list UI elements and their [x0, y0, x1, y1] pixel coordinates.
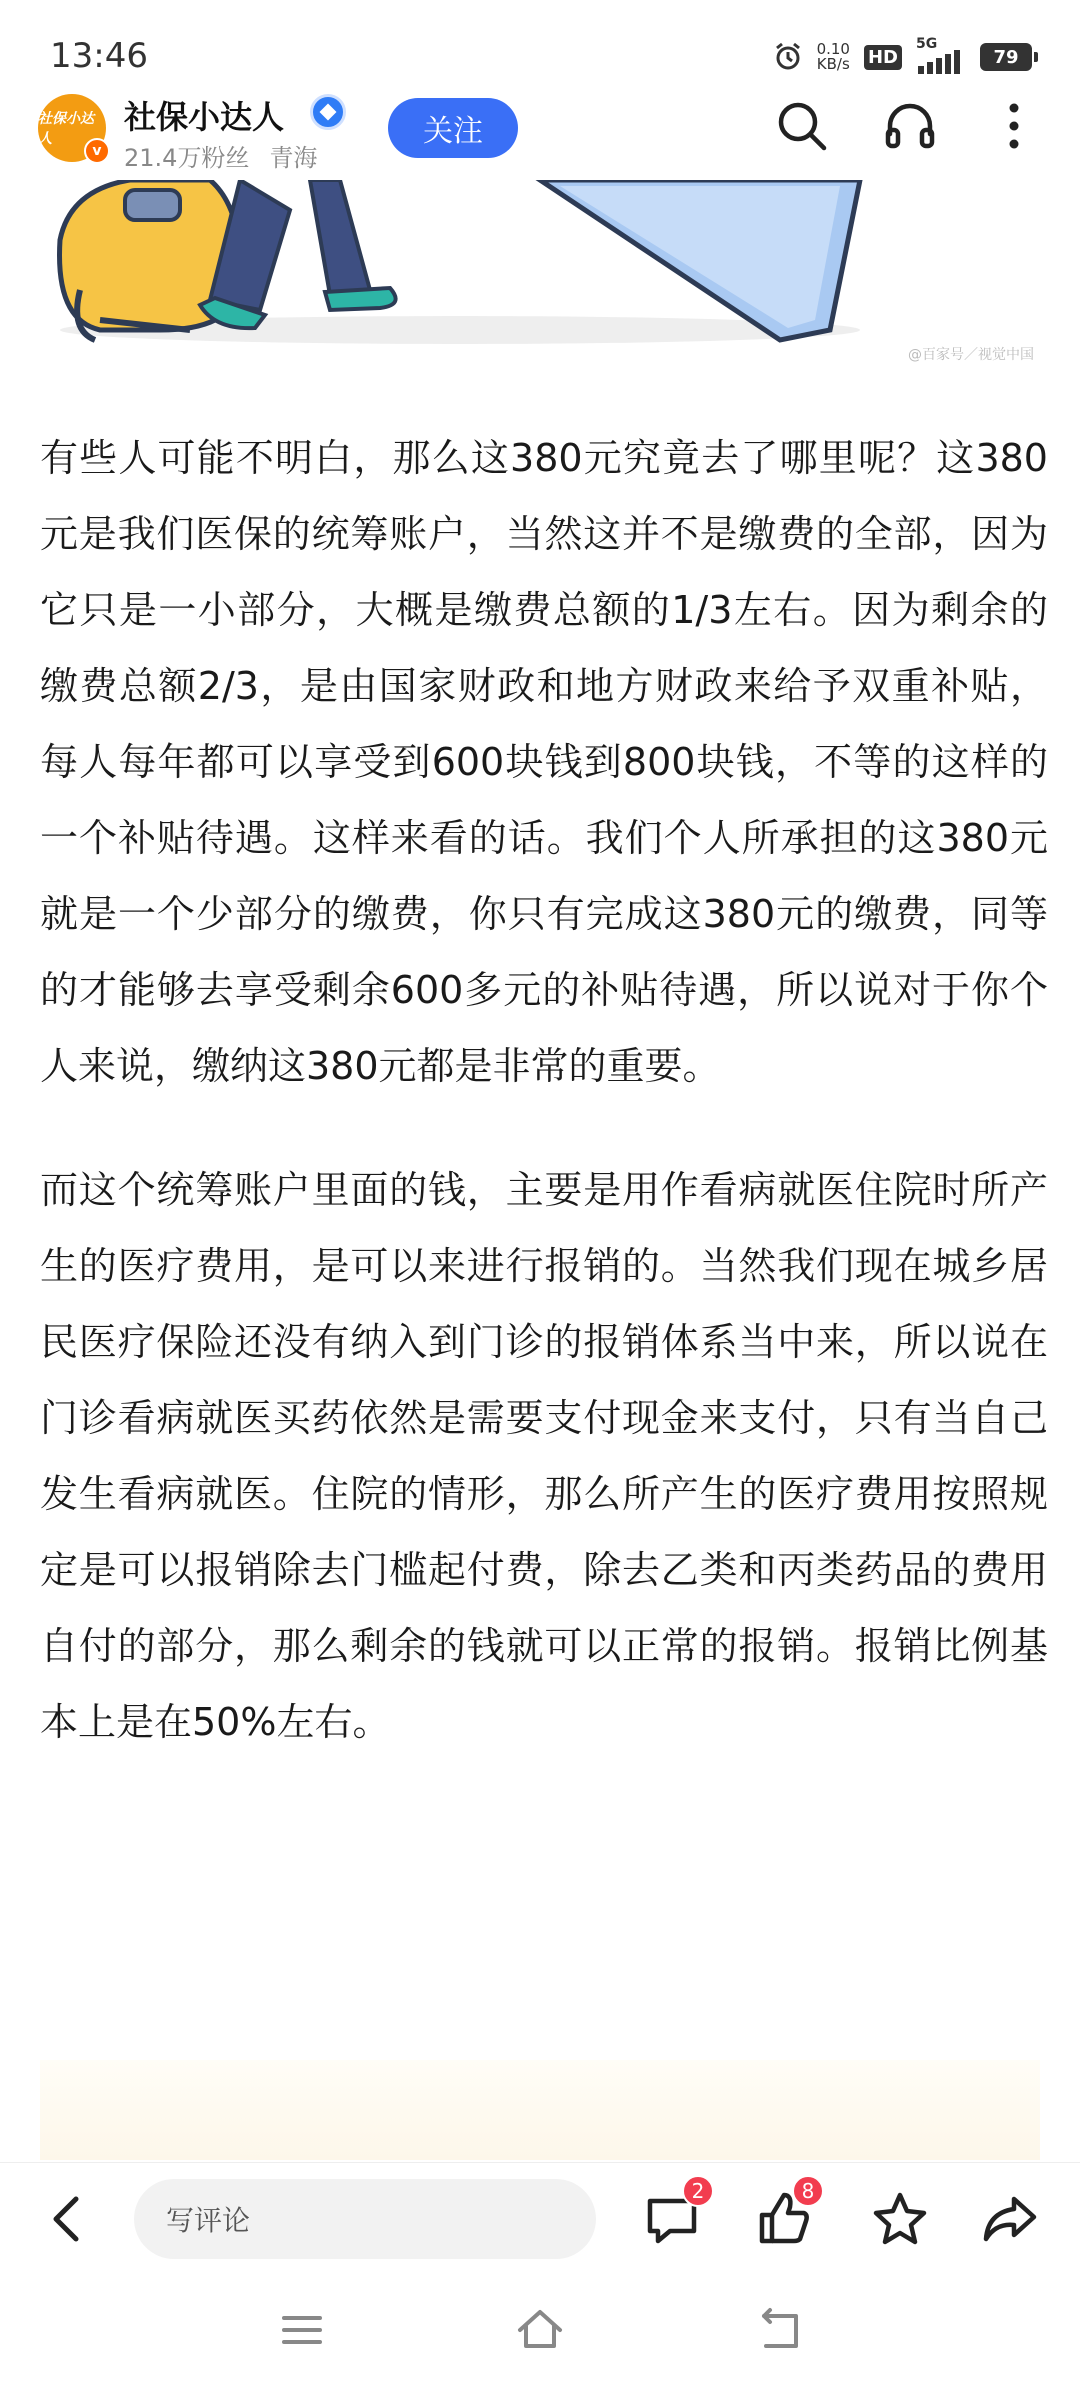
- bottom-action-bar: [0, 2162, 1080, 2272]
- alarm-icon: [773, 42, 803, 72]
- article-paragraph: 有些人可能不明白，那么这380元究竟去了哪里呢？这380元是我们医保的统筹账户，当然这并不是缴费的全部，因为它只是一小部分，大概是缴费总额的1/3左右。因为剩余的缴费总额2/3，是由国家财政和地方财政来给予双重补贴，每人每年都可以享受到600块钱到800块钱，不等的这样的一个补贴待遇。这样来看的话。我们个人所承担的这380元就是一个少部分的缴费，你只有完成这380元的缴费，同等的才能够去享受剩余600多元的补贴待遇，所以说对于你个人来说，缴纳这380元都是非常的重要。: [40, 436, 1048, 1088]
- article-paragraph: 而这个统筹账户里面的钱，主要是用作看病就医住院时所产生的医疗费用，是可以来进行报销的。当然我们现在城乡居民医疗保险还没有纳入到门诊的报销体系当中来，所以说在门诊看病就医买药依然是需要支付现金来支付，只有当自己发生看病就医。住院的情形，那么所产生的医疗费用按照规定是可以报销除去门槛起付费，除去乙类和丙类药品的费用自付的部分，那么剩余的钱就可以正常的报销。报销比例基本上是在50%左右。: [40, 1168, 1048, 1744]
- article-body: [40, 420, 1048, 1760]
- net-speed: [817, 42, 850, 72]
- author-name[interactable]: 社保小达人: [124, 98, 285, 136]
- network-label: 5G: [916, 36, 938, 52]
- comment-input[interactable]: 写评论: [134, 2179, 596, 2259]
- like-count-badge: 8: [792, 2175, 824, 2207]
- article-illustration: [40, 180, 1040, 370]
- follower-count: 21.4万粉丝: [124, 144, 250, 172]
- article-header: [0, 90, 1080, 180]
- system-nav-bar: [0, 2272, 1080, 2388]
- battery-icon: [980, 43, 1032, 71]
- illustration-graphic: [40, 180, 1040, 370]
- nav-back-icon[interactable]: [752, 2302, 808, 2358]
- home-icon[interactable]: [512, 2302, 568, 2358]
- menu-icon[interactable]: [274, 2302, 330, 2358]
- share-icon[interactable]: [978, 2187, 1042, 2251]
- comment-count-badge: 2: [682, 2175, 714, 2207]
- author-location: 青海: [269, 144, 318, 172]
- hd-badge: HD: [864, 45, 902, 70]
- star-icon[interactable]: [868, 2187, 932, 2251]
- vip-badge-icon: v: [84, 138, 110, 164]
- status-bar: [0, 0, 1080, 90]
- signal-icon: [916, 36, 966, 74]
- status-time: 13:46: [50, 36, 148, 76]
- net-speed-unit: KB/s: [816, 55, 850, 73]
- battery-level: 79: [993, 46, 1019, 68]
- headset-icon[interactable]: [880, 96, 940, 156]
- more-icon[interactable]: [984, 96, 1044, 156]
- next-image-placeholder: [40, 2060, 1040, 2160]
- search-icon[interactable]: [772, 96, 832, 156]
- verified-icon: [310, 94, 346, 130]
- back-icon[interactable]: [40, 2191, 96, 2247]
- net-speed-value: 0.10: [816, 40, 850, 58]
- avatar-text: 社保小达人: [38, 111, 94, 147]
- author-meta: [124, 138, 317, 173]
- status-icons: [773, 36, 1032, 74]
- image-watermark: @百家号／视觉中国: [908, 347, 1034, 363]
- follow-button[interactable]: 关注: [388, 98, 518, 158]
